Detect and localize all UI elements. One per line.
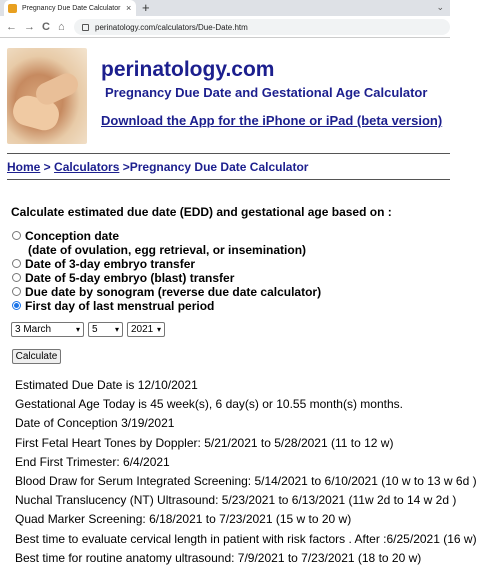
divider — [7, 153, 450, 154]
option-label: First day of last menstrual period — [25, 299, 215, 313]
option-conception[interactable] — [12, 229, 321, 243]
result-end-first-trimester: End First Trimester: 6/4/2021 — [15, 454, 170, 469]
home-icon[interactable]: ⌂ — [58, 21, 65, 33]
sonogram-radio[interactable] — [12, 287, 21, 296]
result-blood-draw: Blood Draw for Serum Integrated Screening: 5/14/2021 to 6/10/2021 (10 w to 13 w 6d ) — [15, 473, 477, 488]
address-bar — [0, 16, 450, 38]
forward-icon[interactable]: → — [24, 21, 35, 33]
tab-search-icon[interactable]: ⌄ — [436, 2, 444, 12]
lock-icon — [82, 24, 89, 31]
3day-transfer-radio[interactable] — [12, 259, 21, 268]
result-fetal-heart-tones: First Fetal Heart Tones by Doppler: 5/21/2021 to 5/28/2021 (11 to 12 w) — [15, 435, 394, 450]
chevron-down-icon: ▾ — [114, 325, 119, 334]
tab-bar — [0, 0, 450, 16]
results-list — [15, 377, 477, 569]
calculator-heading: Calculate estimated due date (EDD) and gestational age based on : — [11, 205, 392, 219]
option-conception-note — [12, 243, 321, 257]
month-value: 3 March — [15, 324, 52, 335]
option-label: Due date by sonogram (reverse due date calculator) — [25, 285, 322, 299]
calculate-button[interactable]: Calculate — [12, 349, 61, 364]
url-field[interactable] — [74, 19, 450, 35]
day-value: 5 — [92, 324, 98, 335]
option-lmp[interactable] — [12, 299, 321, 313]
result-anatomy-ultrasound: Best time for routine anatomy ultrasound: 7/9/2021 to 7/23/2021 (18 to 20 w) — [15, 550, 422, 565]
option-sonogram[interactable] — [12, 285, 321, 299]
result-conception-date: Date of Conception 3/19/2021 — [15, 416, 175, 431]
option-5day-transfer[interactable] — [12, 271, 321, 285]
chevron-down-icon: ▾ — [75, 325, 80, 334]
browser-tab[interactable] — [4, 0, 136, 16]
site-favicon-icon — [8, 4, 17, 13]
page-subtitle: Pregnancy Due Date and Gestational Age Calculator — [105, 85, 428, 100]
back-icon[interactable]: ← — [6, 21, 17, 33]
year-select[interactable] — [127, 322, 165, 337]
reload-icon[interactable]: C — [42, 21, 50, 33]
result-due-date: Estimated Due Date is 12/10/2021 — [15, 378, 198, 392]
option-sublabel: (date of ovulation, egg retrieval, or insemination) — [28, 243, 307, 257]
option-3day-transfer[interactable] — [12, 257, 321, 271]
download-app-link[interactable]: Download the App for the iPhone or iPad (beta version) — [101, 113, 443, 128]
breadcrumb-home-link[interactable]: Home — [7, 160, 41, 174]
breadcrumb-separator: > — [40, 160, 55, 174]
chevron-down-icon: ▾ — [156, 325, 161, 334]
result-nuchal-translucency: Nuchal Translucency (NT) Ultrasound: 5/23/2021 to 6/13/2021 (11w 2d to 14 w 2d ) — [15, 493, 457, 508]
tab-close-icon[interactable]: × — [126, 3, 132, 13]
breadcrumb-calculators-link[interactable]: Calculators — [54, 160, 120, 174]
breadcrumb — [7, 160, 308, 174]
site-logo-image — [7, 48, 87, 144]
result-gestational-age: Gestational Age Today is 45 week(s), 6 day(s) or 10.55 month(s) months. — [15, 397, 403, 412]
result-quad-marker: Quad Marker Screening: 6/18/2021 to 7/23/2021 (15 w to 20 w) — [15, 512, 352, 527]
option-label: Conception date — [25, 229, 120, 243]
option-label: Date of 3-day embryo transfer — [25, 257, 196, 271]
breadcrumb-current: >Pregnancy Due Date Calculator — [119, 160, 309, 174]
divider — [7, 179, 450, 180]
year-value: 2021 — [131, 324, 154, 335]
new-tab-button[interactable]: + — [142, 0, 150, 15]
tab-title: Pregnancy Due Date Calculator — [22, 4, 121, 12]
site-title: perinatology.com — [101, 58, 275, 81]
5day-transfer-radio[interactable] — [12, 273, 21, 282]
month-select[interactable] — [11, 322, 84, 337]
day-select[interactable] — [88, 322, 123, 337]
option-label: Date of 5-day embryo (blast) transfer — [25, 271, 235, 285]
basis-options — [12, 229, 321, 313]
url-text: perinatology.com/calculators/Due-Date.htm — [95, 22, 248, 32]
date-selectors — [11, 322, 165, 337]
conception-radio[interactable] — [12, 231, 21, 240]
lmp-radio[interactable] — [12, 301, 21, 310]
result-cervical-length: Best time to evaluate cervical length in patient with risk factors . After :6/25/2021 (16 w) — [15, 531, 477, 546]
